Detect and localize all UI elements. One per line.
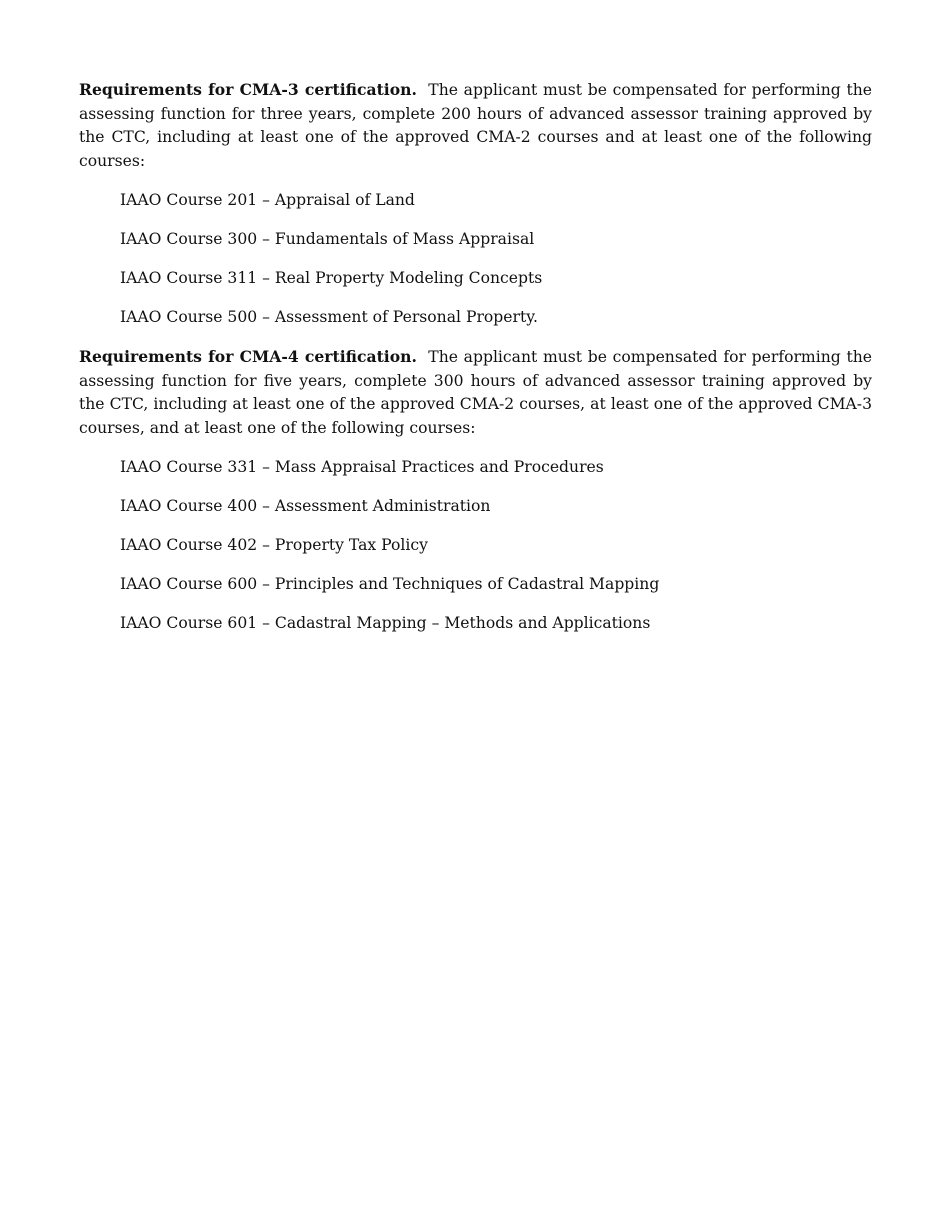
cma4-course-list <box>79 456 872 636</box>
course-item: IAAO Course 201 – Appraisal of Land <box>120 191 415 209</box>
cma3-course-list <box>79 189 872 330</box>
course-item: IAAO Course 600 – Principles and Techniques of Cadastral Mapping <box>120 575 660 593</box>
course-item: IAAO Course 300 – Fundamentals of Mass Appraisal <box>120 230 535 248</box>
course-item: IAAO Course 402 – Property Tax Policy <box>120 536 428 554</box>
course-item: IAAO Course 601 – Cadastral Mapping – Methods and Applications <box>120 614 651 632</box>
document-page <box>79 78 872 651</box>
cma3-heading: Requirements for CMA-3 certification. <box>79 80 417 99</box>
course-item: IAAO Course 400 – Assessment Administration <box>120 497 491 515</box>
cma4-requirements-paragraph <box>79 345 872 440</box>
cma3-body: The applicant must be compensated for performing the assessing function for three years, complete 200 hours of advanced assessor training approved by the CTC, including at least one of the approved CMA-2 courses and at least one of the following courses: <box>79 81 872 170</box>
course-item: IAAO Course 311 – Real Property Modeling Concepts <box>120 269 543 287</box>
course-item: IAAO Course 500 – Assessment of Personal Property. <box>120 308 538 326</box>
cma4-heading: Requirements for CMA-4 certification. <box>79 347 417 366</box>
cma4-body: The applicant must be compensated for performing the assessing function for five years, complete 300 hours of advanced assessor training approved by the CTC, including at least one of the approved CMA-2 courses, at least one of the approved CMA-3 courses, and at least one of the following courses: <box>79 348 872 437</box>
cma3-requirements-paragraph <box>79 78 872 173</box>
course-item: IAAO Course 331 – Mass Appraisal Practices and Procedures <box>120 458 604 476</box>
